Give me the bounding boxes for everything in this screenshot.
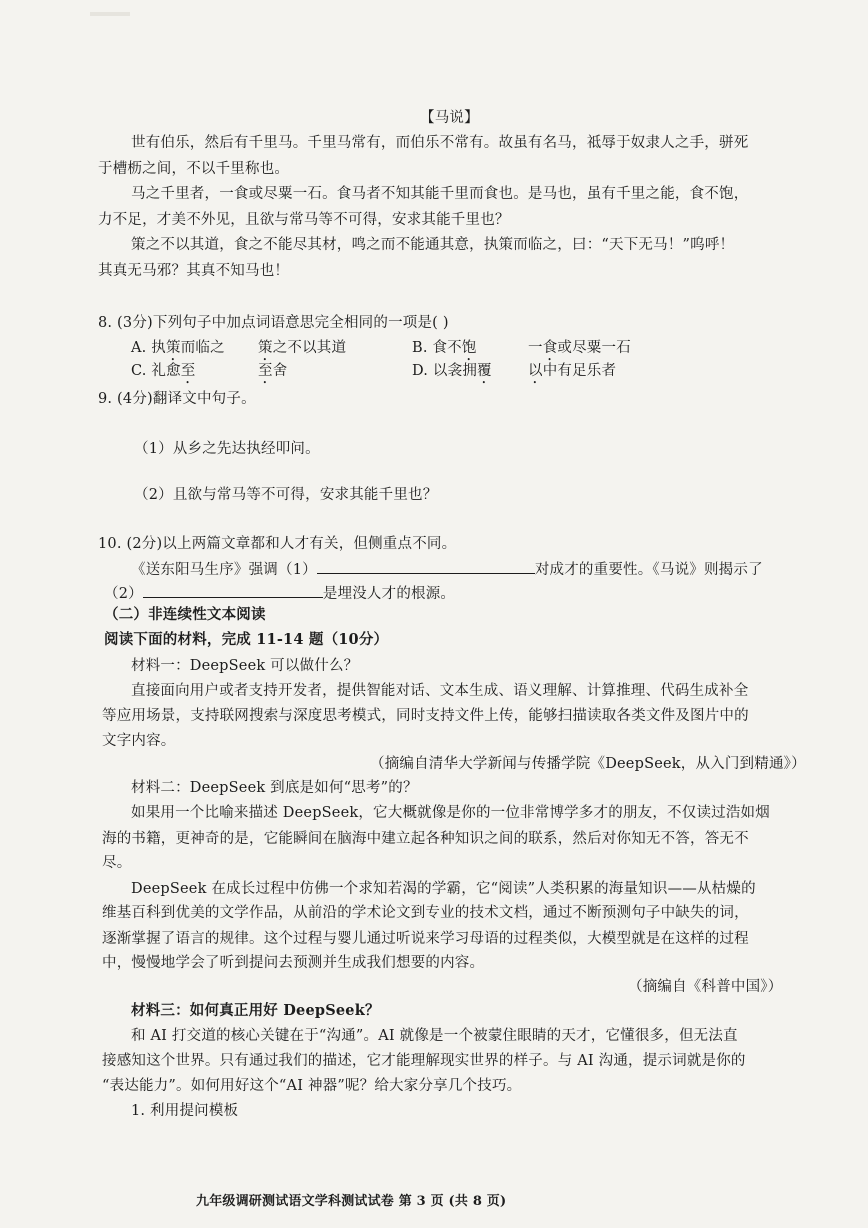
material-2-p2-line4: 中，慢慢地学会了听到提问去预测并生成我们想要的内容。 — [102, 955, 485, 971]
material-1-line3: 文字内容。 — [102, 733, 176, 749]
material-2-p1-line1: 如果用一个比喻来描述 DeepSeek，它大概就像是你的一位非常博学多才的朋友，不仅读过浩如烟 — [131, 805, 770, 821]
q10-line-2: 《送东阳马生序》强调（1） 对成才的重要性。《马说》则揭示了 — [131, 559, 763, 580]
q8-option-c: C. 礼愈至 — [131, 363, 196, 379]
q10-line-3: （2） 是埋没人才的根源。 — [104, 583, 455, 604]
material-3-line2: 接感知这个世界。只有通过我们的描述，它才能理解现实世界的样子。与 AI 沟通，提示词就是你的 — [102, 1053, 746, 1069]
material-2-p2-line1: DeepSeek 在成长过程中仿佛一个求知若渴的学霸，它“阅读”人类积累的海量知识——从枯燥的 — [131, 881, 756, 897]
question-8-stem: 8. (3分)下列句子中加点词语意思完全相同的一项是( ) — [98, 315, 449, 331]
material-2-p2-line2: 维基百科到优美的文学作品，从前沿的学术论文到专业的技术文档，通过不断预测句子中缺失的词， — [102, 905, 749, 921]
material-3-line3: “表达能力”。如何用好这个“AI 神器”呢？给大家分享几个技巧。 — [102, 1078, 522, 1094]
q8-option-a-pair: 策之不以其道 — [258, 340, 347, 356]
material-3-item-1: 1. 利用提问模板 — [131, 1103, 239, 1119]
material-2-p1-line3: 尽。 — [102, 855, 132, 871]
material-2-p2-line3: 逐渐掌握了语言的规律。这个过程与婴儿通过听说来学习母语的过程类似，大模型就是在这样的过程 — [102, 931, 749, 947]
material-2-source: （摘编自《科普中国》） — [628, 979, 783, 995]
passage-p1-line1: 世有伯乐，然后有千里马。千里马常有，而伯乐不常有。故虽有名马，祗辱于奴隶人之手，骈死 — [131, 135, 749, 151]
section-2-instruction: 阅读下面的材料，完成 11-14 题（10分） — [104, 631, 389, 648]
material-2-title: 材料二：DeepSeek 到底是如何“思考”的？ — [131, 780, 418, 796]
material-3-title: 材料三：如何真正用好 DeepSeek？ — [131, 1002, 380, 1019]
answer-blank-2[interactable] — [143, 583, 323, 598]
q8-option-d: D. 以衾拥覆 — [412, 363, 492, 379]
material-1-line1: 直接面向用户或者支持开发者，提供智能对话、文本生成、语义理解、计算推理、代码生成补全 — [131, 683, 749, 699]
passage-p3-line2: 其真无马邪？其真不知马也！ — [98, 263, 290, 279]
section-2-heading: （二）非连续性文本阅读 — [104, 606, 266, 623]
scan-artifact — [90, 12, 130, 16]
question-9-stem: 9. (4分)翻译文中句子。 — [98, 391, 256, 407]
q8-option-b-pair: 一食或尽粟一石 — [528, 340, 631, 356]
material-1-line2: 等应用场景，支持联网搜索与深度思考模式，同时支持文件上传，能够扫描读取各类文件及图片中的 — [102, 708, 749, 724]
q8-option-b: B. 食不饱 — [412, 340, 477, 356]
passage-p3-line1: 策之不以其道，食之不能尽其材，鸣之而不能通其意，执策而临之，曰：“天下无马！”呜呼！ — [131, 237, 735, 253]
question-10-stem: 10. (2分)以上两篇文章都和人才有关，但侧重点不同。 — [98, 536, 457, 552]
q8-option-c-pair: 至舍 — [258, 363, 288, 379]
material-2-p1-line2: 海的书籍，更神奇的是，它能瞬间在脑海中建立起各种知识之间的联系，然后对你知无不答，答无不 — [102, 831, 749, 847]
page-footer: 九年级调研测试语文学科测试试卷 第 3 页 (共 8 页) — [196, 1194, 507, 1209]
passage-p1-line2: 于槽枥之间，不以千里称也。 — [98, 161, 290, 177]
passage-p2-line1: 马之千里者，一食或尽粟一石。食马者不知其能千里而食也。是马也，虽有千里之能，食不饱， — [131, 186, 749, 202]
q8-option-a: A. 执策而临之 — [131, 340, 225, 356]
q9-sentence-1: （1）从乡之先达执经叩问。 — [134, 441, 320, 457]
material-1-source: （摘编自清华大学新闻与传播学院《DeepSeek，从入门到精通》） — [370, 756, 806, 772]
q8-option-d-pair: 以中有足乐者 — [528, 363, 617, 379]
material-1-title: 材料一：DeepSeek 可以做什么？ — [131, 658, 359, 674]
answer-blank-1[interactable] — [317, 559, 535, 574]
material-3-line1: 和 AI 打交道的核心关键在于“沟通”。AI 就像是一个被蒙住眼睛的天才，它懂很多，但无法直 — [131, 1028, 738, 1044]
passage-title: 【马说】 — [420, 110, 479, 126]
q9-sentence-2: （2）且欲与常马等不可得，安求其能千里也？ — [134, 487, 438, 503]
passage-p2-line2: 力不足，才美不外见，且欲与常马等不可得，安求其能千里也？ — [98, 212, 510, 228]
